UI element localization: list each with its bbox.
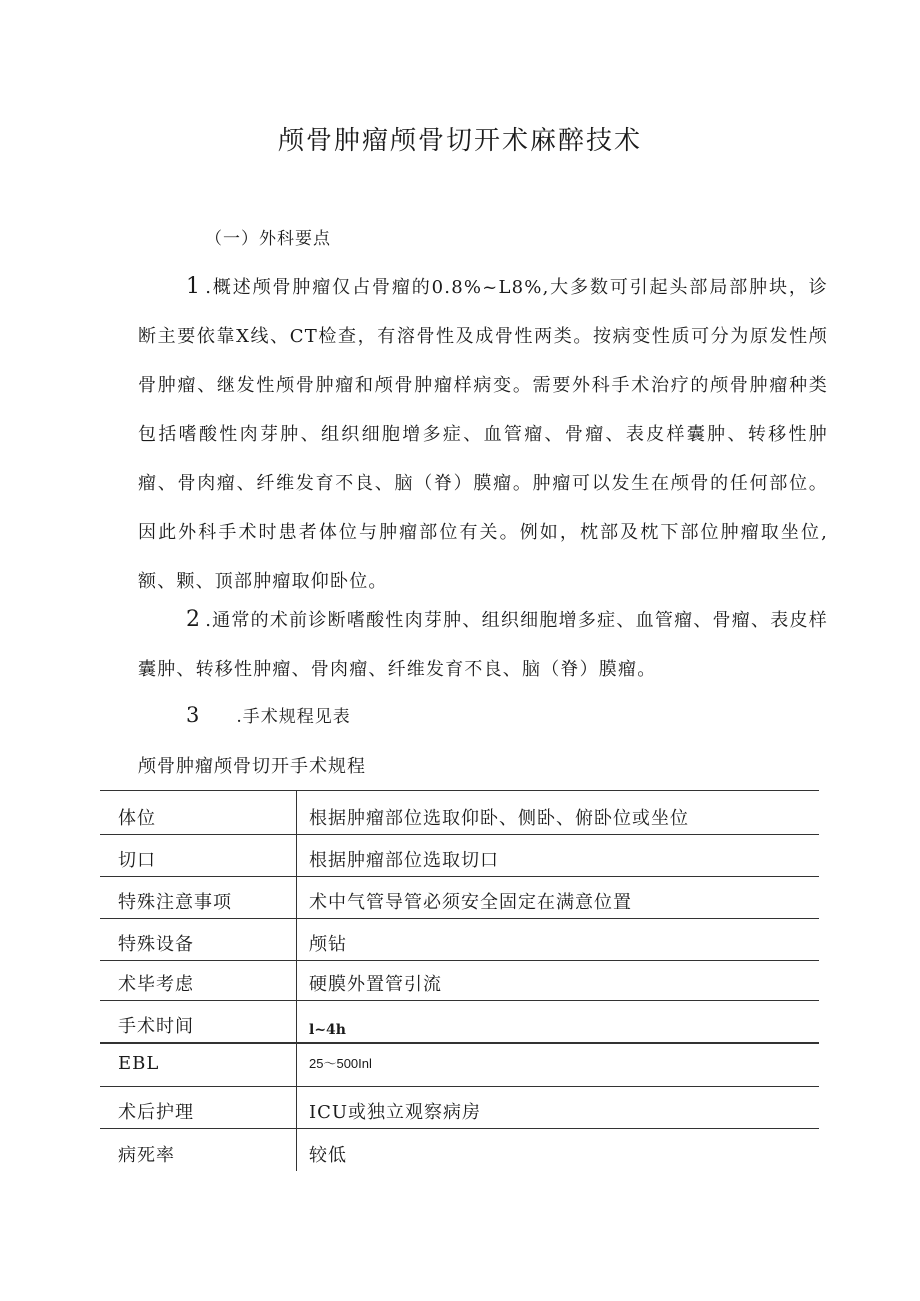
document-title: 颅骨肿瘤颅骨切开术麻醉技术	[277, 126, 642, 156]
row-value: 硬膜外置管引流	[297, 961, 820, 1001]
table-row	[100, 1129, 819, 1171]
paragraph-3	[186, 702, 351, 727]
paragraph-2-text: .通常的术前诊断嗜酸性肉芽肿、组织细胞增多症、血管瘤、骨瘤、表皮样囊肿、转移性肿瘤、骨肉瘤、纤维发育不良、脑（脊）膜瘤。	[138, 610, 828, 680]
paragraph-1-text: .概述颅骨肿瘤仅占骨瘤的0.8%~L8%,大多数可引起头部局部肿块，诊断主要依靠X线、CT检查，有溶骨性及成骨性两类。按病变性质可分为原发性颅骨肿瘤、继发性颅骨肿瘤和颅骨肿瘤样病变。需要外科手术治疗的颅骨肿瘤种类包括嗜酸性肉芽肿、组织细胞增多症、血管瘤、骨瘤、表皮样囊肿、转移性肿瘤、骨肉瘤、纤维发育不良、脑（脊）膜瘤。肿瘤可以发生在颅骨的任何部位。因此外科手术时患者体位与肿瘤部位有关。例如，枕部及枕下部位肿瘤取坐位,额、颗、顶部肿瘤取仰卧位。	[138, 277, 828, 592]
table-row	[100, 919, 819, 961]
procedure-table	[100, 790, 819, 1171]
section-heading: （一）外科要点	[205, 229, 331, 249]
paragraph-3-text: .手术规程见表	[236, 707, 351, 727]
table-row	[100, 791, 819, 835]
row-label: 术毕考虑	[118, 974, 194, 995]
row-value: ICU或独立观察病房	[297, 1087, 820, 1129]
row-value: 25～500Inl	[297, 1043, 820, 1087]
table-row	[100, 877, 819, 919]
row-label: 手术时间	[118, 1015, 194, 1037]
row-label: EBL	[118, 1053, 160, 1074]
row-value: 较低	[297, 1129, 820, 1171]
table-row	[100, 1087, 819, 1129]
table-caption: 颅骨肿瘤颅骨切开手术规程	[138, 756, 366, 777]
row-value: 颅钻	[297, 919, 820, 961]
paragraph-2-number: 2	[186, 607, 202, 632]
table-row	[100, 1001, 819, 1043]
row-value: 根据肿瘤部位选取仰卧、侧卧、俯卧位或坐位	[297, 791, 820, 835]
row-label: 切口	[118, 850, 156, 871]
row-value: l~4h	[297, 1001, 820, 1043]
table-row	[100, 961, 819, 1001]
table-row	[100, 1043, 819, 1087]
paragraph-3-number: 3	[186, 703, 201, 727]
row-label: 特殊设备	[118, 934, 194, 955]
row-label: 术后护理	[118, 1102, 194, 1123]
row-value: 根据肿瘤部位选取切口	[297, 835, 820, 877]
row-label: 病死率	[118, 1144, 175, 1166]
row-label: 特殊注意事项	[118, 892, 232, 913]
paragraph-1	[138, 262, 828, 606]
row-label: 体位	[118, 808, 156, 829]
paragraph-2	[138, 595, 828, 694]
row-value: 术中气管导管必须安全固定在满意位置	[297, 877, 820, 919]
paragraph-1-number: 1	[186, 274, 202, 299]
table-row	[100, 835, 819, 877]
